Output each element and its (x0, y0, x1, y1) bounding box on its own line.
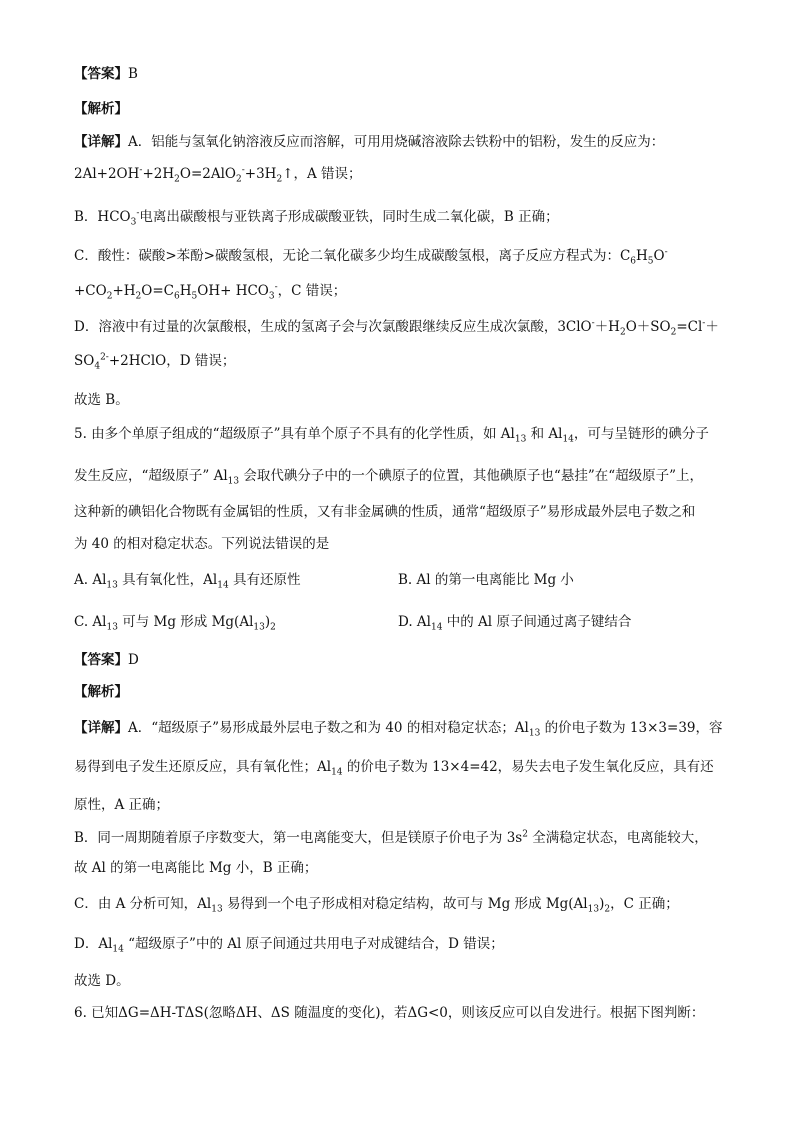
q5-stem-line2: 发生反应，“超级原子” $Al_{13}$ 会取代碘分子中的一个碘原子的位置，其他碘原子也“悬挂”在“超级原子”上， (74, 468, 704, 487)
q5-detail-a-line3: 原性，A 正确； (74, 797, 170, 813)
q4-conclusion: 故选 B。 (74, 392, 129, 408)
q4-option-d-line1: D．溶液中有过量的次氯酸根，生成的氢离子会与次氯酸跟继续反应生成次氯酸，$3ClO^-+H_2O+SO_2=Cl^-+$ (74, 318, 719, 338)
q5-detail-a-line1: 【详解】A．“超级原子”易形成最外层电子数之和为 40 的相对稳定状态；$Al_{13}$ 的价电子数为 13×3=39，容 (74, 720, 723, 739)
q5-answer: 【答案】D (74, 652, 139, 668)
q6-stem: 6. 已知ΔG=ΔH-TΔS(忽略ΔH、ΔS 随温度的变化)，若ΔG<0，则该反应可以自发进行。根据下图判断： (74, 1005, 705, 1021)
q4-analysis-tag: 【解析】 (74, 101, 128, 117)
q4-answer: 【答案】B (74, 66, 138, 82)
q5-detail-c: C．由 A 分析可知，$Al_{13}$ 易得到一个电子形成相对稳定结构，故可与 Mg 形成 $Mg(Al_{13})_2$，C 正确； (74, 896, 679, 915)
q5-stem-line4: 为 40 的相对稳定状态。下列说法错误的是 (74, 536, 330, 552)
q5-detail-b-line1: B．同一周期随着原子序数变大，第一电离能变大，但是镁原子价电子为 $3s^2$ 全满稳定状态，电离能较大， (74, 829, 708, 846)
q5-option-b: B. Al 的第一电离能比 Mg 小 (398, 572, 574, 588)
q5-detail-d: D．$Al_{14}$ “超级原子”中的 Al 原子间通过共用电子对成键结合，D 错误； (74, 936, 504, 955)
q5-stem-line3: 这种新的碘铝化合物既有金属铝的性质，又有非金属碘的性质，通常“超级原子”易形成最外层电子数之和 (74, 504, 696, 520)
q4-option-c-line1: C．酸性：碳酸>苯酚>碳酸氢根，无论二氧化碳多少均生成碳酸氢根，离子反应方程式为：$C_6H_5O^-$ (74, 247, 668, 267)
q5-stem-line1: 5. 由多个单原子组成的“超级原子”具有单个原子不具有的化学性质，如 $Al_{13}$ 和 $Al_{14}$，可与呈链形的碘分子 (74, 426, 709, 445)
q5-conclusion: 故选 D。 (74, 973, 130, 989)
answer-tag: 【答案】 (74, 66, 128, 82)
q4-equation-a: $2Al+2OH^-+2H_2O=2AlO_2^-+3H_2↑$，A 错误； (74, 165, 362, 185)
q4-option-c-line2: $+CO_2+H_2O=C_6H_5OH+ HCO_3^-$，C 错误； (74, 282, 347, 302)
q5-option-a: A. $Al_{13}$ 具有氧化性，$Al_{14}$ 具有还原性 (74, 572, 301, 591)
q5-option-c: C. $Al_{13}$ 可与 Mg 形成 $Mg(Al_{13})_2$ (74, 614, 276, 633)
q4-option-b-analysis: B．$HCO_3^-$电离出碳酸根与亚铁离子形成碳酸亚铁，同时生成二氧化碳，B 正确； (74, 208, 559, 228)
q4-detail-a-line1: 【详解】A．铝能与氢氧化钠溶液反应而溶解，可用用烧碱溶液除去铁粉中的铝粉，发生的反应为： (74, 134, 665, 150)
q5-analysis-tag: 【解析】 (74, 684, 128, 700)
q4-option-d-line2: $SO_4^{2-}+2HClO$，D 错误； (74, 352, 236, 372)
q5-option-d: D. $Al_{14}$ 中的 Al 原子间通过离子键结合 (398, 614, 632, 633)
q5-detail-b-line2: 故 Al 的第一电离能比 Mg 小，B 正确； (74, 860, 318, 876)
q5-detail-a-line2: 易得到电子发生还原反应，具有氧化性；$Al_{14}$ 的价电子数为 13×4=42，易失去电子发生氧化反应，具有还 (74, 759, 714, 778)
